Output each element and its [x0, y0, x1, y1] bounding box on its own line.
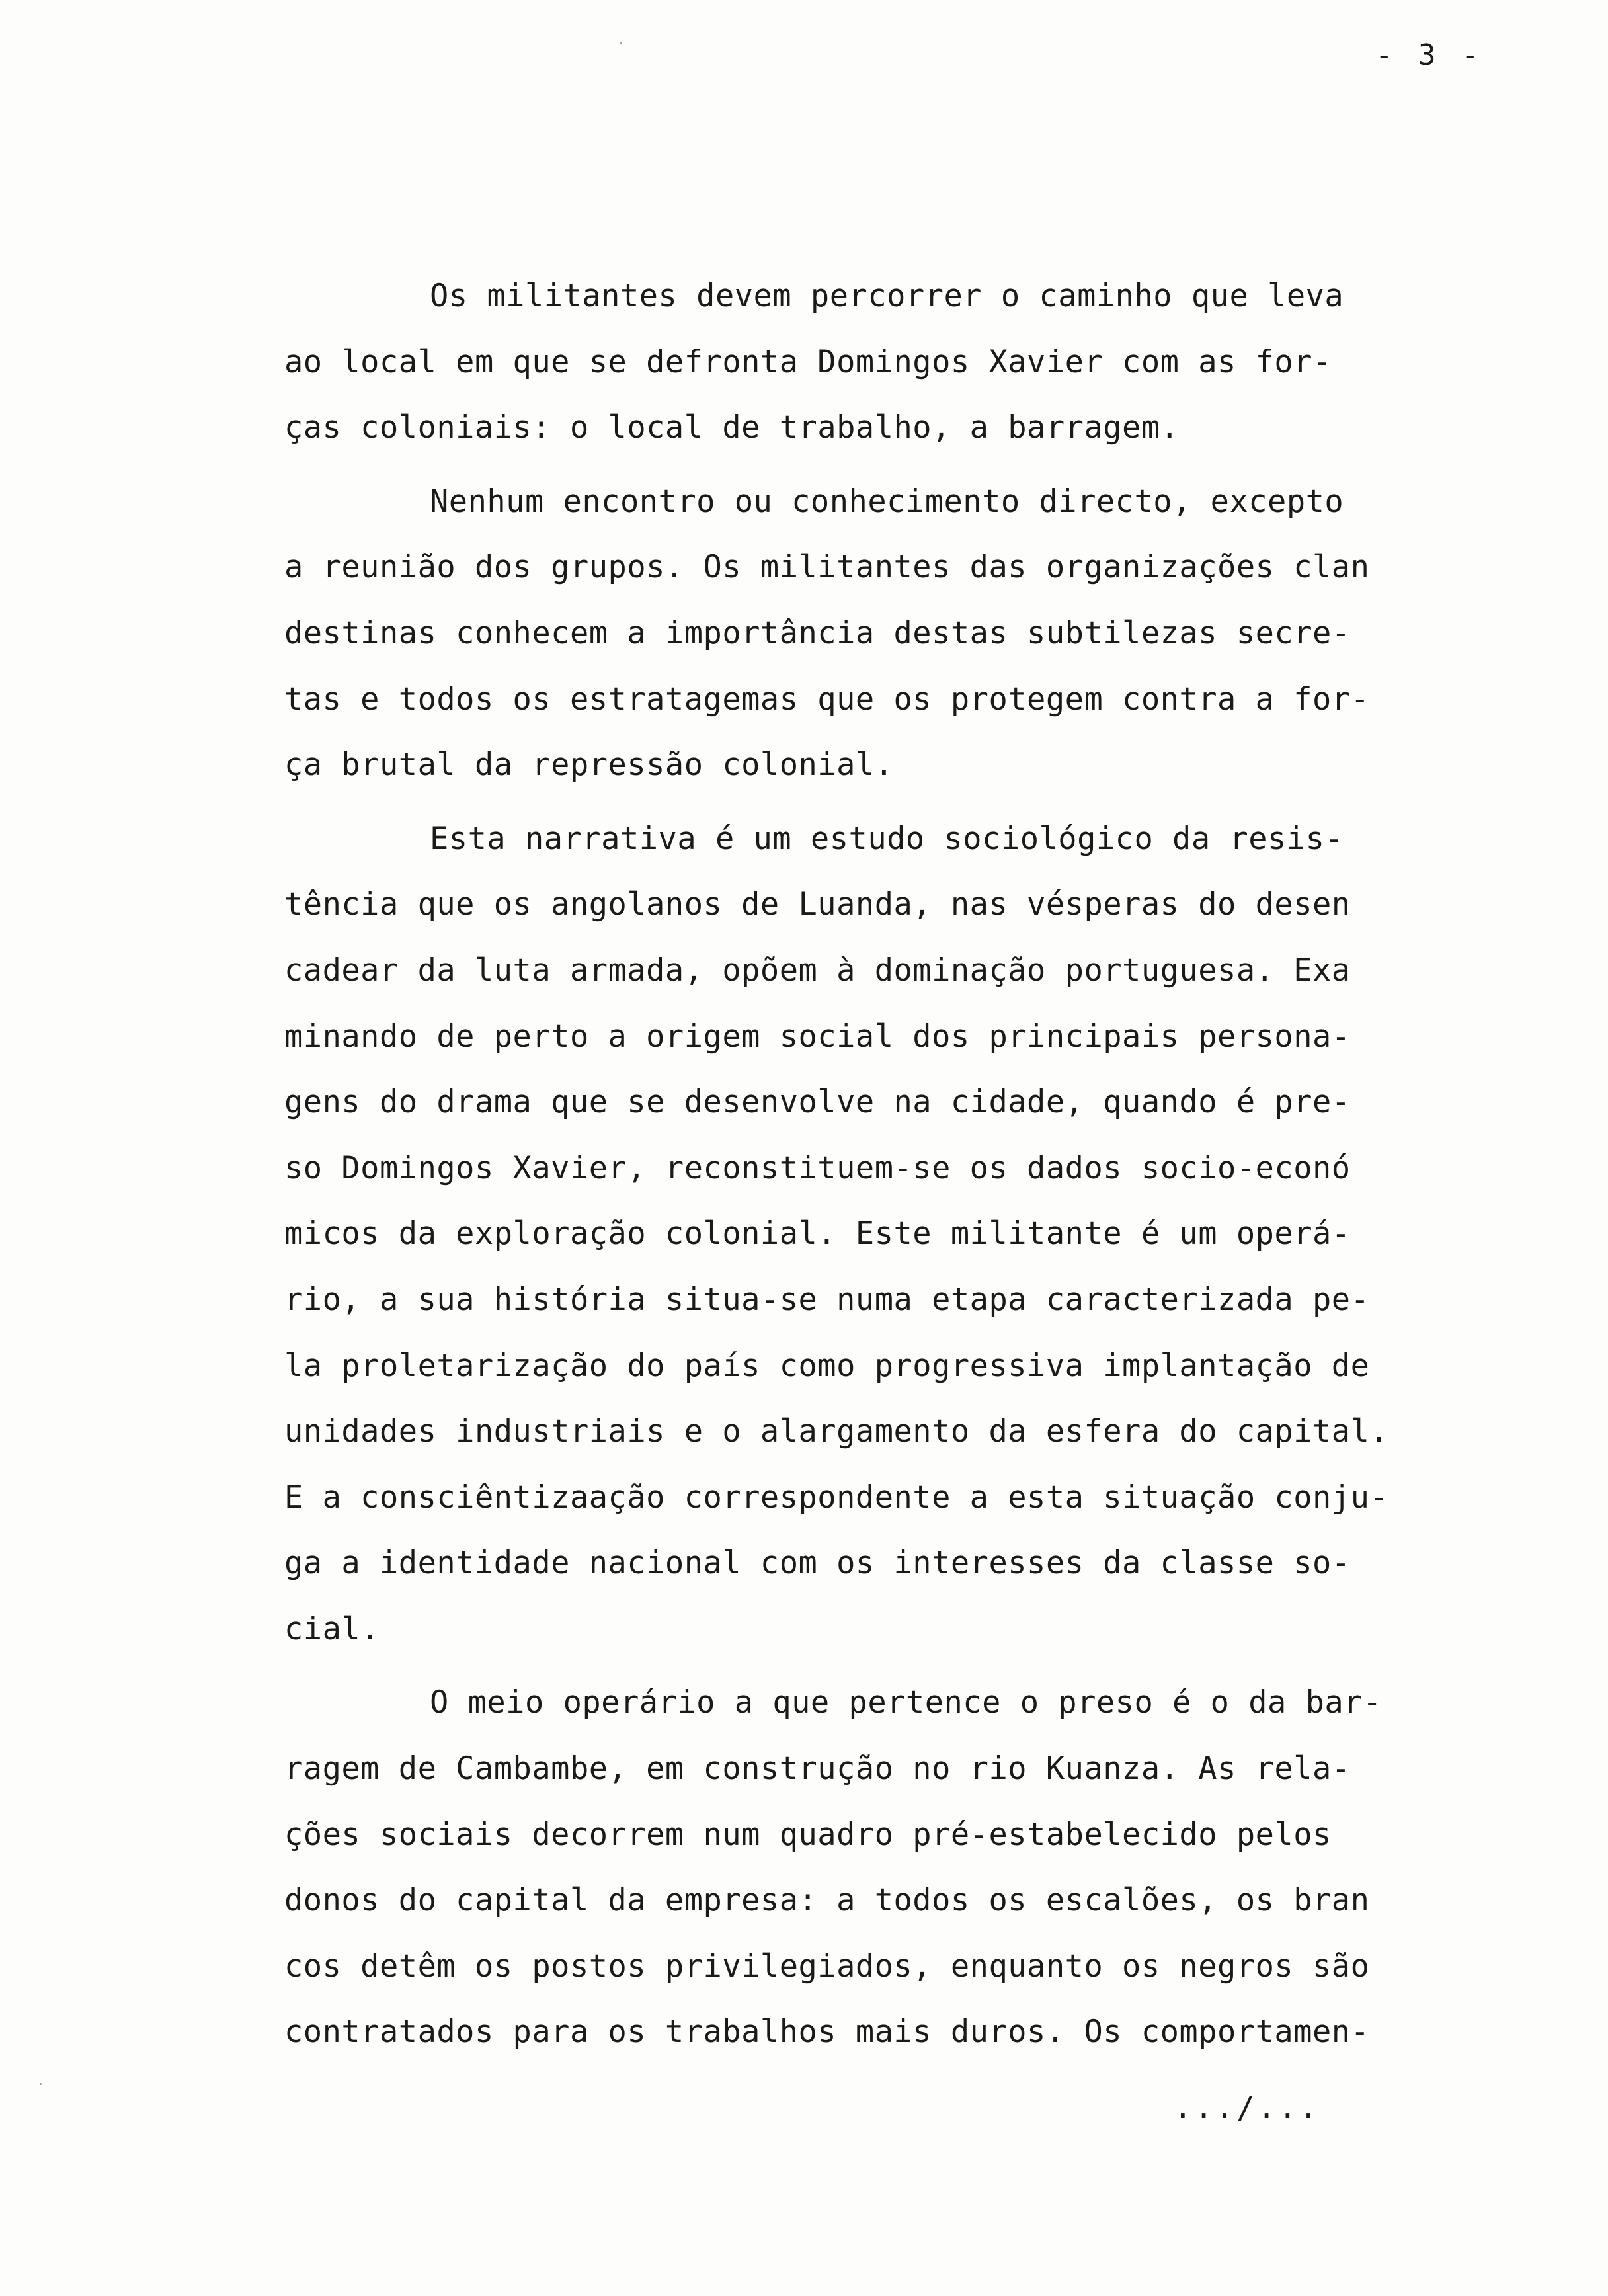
text-line: micos da exploração colonial. Este militante é um operá- [284, 1215, 1351, 1252]
text-line: O meio operário a que pertence o preso é o da bar- [430, 1684, 1382, 1721]
text-line: Nenhum encontro ou conhecimento directo, excepto [430, 483, 1344, 520]
paragraph-gap [284, 461, 1441, 469]
text-line: donos do capital da empresa: a todos os escalões, os bran [284, 1882, 1370, 1919]
text-line: ragem de Cambambe, em construção no rio Kuanza. As rela- [284, 1750, 1351, 1787]
text-line: tência que os angolanos de Luanda, nas vésperas do desen [284, 886, 1351, 923]
scan-speck [40, 2083, 42, 2085]
text-line: a reunião dos grupos. Os militantes das organizações clan [284, 549, 1370, 586]
page-number: - 3 - [1375, 38, 1483, 72]
text-line: ções sociais decorrem num quadro pré-estabelecido pelos [284, 1816, 1332, 1853]
body-text [284, 263, 1441, 2065]
scan-speck [620, 42, 622, 44]
text-line: la proletarização do país como progressiva implantação de [284, 1347, 1370, 1384]
continuation-mark: .../... [1174, 2090, 1320, 2125]
paragraph-gap [284, 798, 1441, 806]
text-line: ça brutal da repressão colonial. [284, 747, 894, 784]
text-line: Os militantes devem percorrer o caminho que leva [430, 278, 1344, 314]
text-line: minando de perto a origem social dos principais persona- [284, 1018, 1351, 1055]
text-line: E a consciêntizaação correspondente a esta situação conju- [284, 1479, 1389, 1516]
text-line: unidades industriais e o alargamento da esfera do capital. [284, 1413, 1389, 1450]
text-line: contratados para os trabalhos mais duros. Os comportamen- [284, 2014, 1370, 2051]
text-line: gens do drama que se desenvolve na cidade, quando é pre- [284, 1084, 1351, 1121]
text-line: cadear da luta armada, opõem à dominação portuguesa. Exa [284, 952, 1351, 989]
text-line: so Domingos Xavier, reconstituem-se os dados socio-econó [284, 1149, 1351, 1186]
text-line: destinas conhecem a importância destas subtilezas secre- [284, 614, 1351, 651]
paragraph-gap [284, 1662, 1441, 1670]
text-line: ga a identidade nacional com os interesses da classe so- [284, 1545, 1351, 1582]
text-line: ças coloniais: o local de trabalho, a barragem. [284, 409, 1180, 446]
text-line: Esta narrativa é um estudo sociológico da resis- [430, 820, 1344, 857]
text-line: tas e todos os estratagemas que os protegem contra a for- [284, 680, 1370, 718]
text-line: cial. [284, 1610, 380, 1647]
text-line: cos detêm os postos privilegiados, enquanto os negros são [284, 1948, 1370, 1985]
text-line: rio, a sua história situa-se numa etapa caracterizada pe- [284, 1281, 1370, 1318]
text-line: ao local em que se defronta Domingos Xavier com as for- [284, 343, 1332, 380]
